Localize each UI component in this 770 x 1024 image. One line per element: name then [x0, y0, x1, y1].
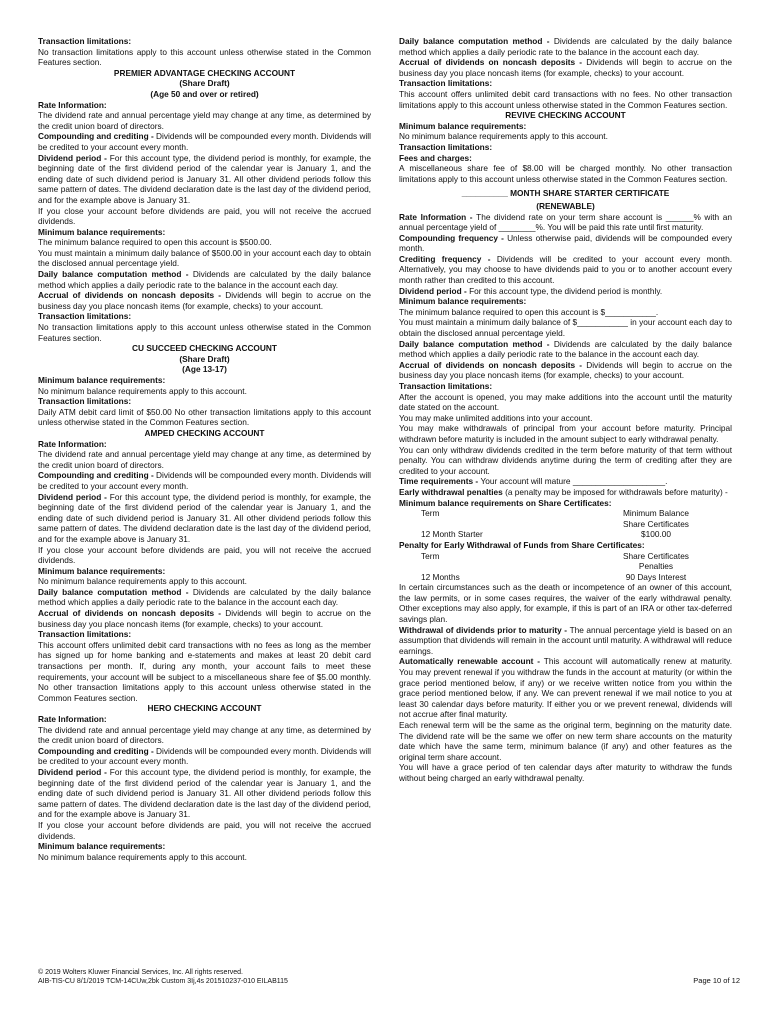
- paragraph: [399, 286, 732, 297]
- bold-label: Automatically renewable account -: [399, 656, 544, 667]
- paragraph: [38, 131, 371, 152]
- table-row: [399, 529, 732, 540]
- paragraph-text: If you close your account before dividends are paid, you will not receive the accrued dividends.: [38, 205, 371, 227]
- paragraph: [38, 714, 371, 725]
- paragraph-text: This account offers unlimited debit card transactions with no fees as long as the member has signed up for home banking and e-statements and makes at least 20 debit card transactions per month. If, during any month, your account fails to meet these requirements, your account will be subject to a miscellaneous share fee of $5.00 monthly. No other transaction limitations apply to this account unless otherwise stated in the Common Features section.: [38, 639, 371, 703]
- bold-label: Compounding and crediting -: [38, 131, 157, 142]
- section-heading: __________ MONTH SHARE STARTER CERTIFICATE: [461, 188, 670, 199]
- paragraph-text: Dividends are calculated by the daily balance method which applies a daily periodic rate to the balance in the account each day.: [38, 586, 371, 608]
- bold-label: Minimum balance requirements:: [38, 565, 166, 576]
- table-cell: Term: [421, 550, 440, 561]
- paragraph-text: Dividends are calculated by the daily balance method which applies a daily periodic rate to the balance in the account each day.: [399, 338, 732, 360]
- paragraph-text: Your account will mature ____________________.: [480, 476, 668, 487]
- paragraph: [399, 360, 732, 381]
- footer-copyright: [38, 968, 288, 986]
- section-heading: (Age 50 and over or retired): [150, 88, 259, 99]
- paragraph: [38, 767, 371, 820]
- section-heading: (Age 13-17): [182, 364, 227, 375]
- bold-label: Time requirements -: [399, 476, 481, 487]
- paragraph: [38, 153, 371, 206]
- paragraph: [38, 629, 371, 640]
- paragraph-text: Dividends will be compounded every month. Dividends will be credited to your account every month.: [38, 131, 371, 152]
- paragraph: [38, 100, 371, 111]
- paragraph-text: The dividend rate and annual percentage yield may change at any time, as determined by the credit union board of directors.: [38, 110, 371, 131]
- table-cell: Penalties: [638, 561, 674, 572]
- paragraph-text: Dividends will be credited to your account every month. Alternatively, you may choose to have dividends paid to you or to another account every month rather than credited to this account.: [399, 253, 732, 286]
- paragraph-text: If you close your account before dividends are paid, you will not receive the accrued dividends.: [38, 819, 371, 841]
- paragraph-text: For this account type, the dividend period is monthly, for example, the beginning date of the first dividend period of the calendar year is January 1, and the ending date of such dividend period is January 31. All other dividend periods follow this same pattern of dates. The dividend declaration date is the last day of the dividend period, and for the example above is January 31.: [38, 491, 371, 544]
- paragraph: [399, 131, 732, 142]
- bold-label: Compounding and crediting -: [38, 470, 157, 481]
- paragraph: [399, 121, 732, 132]
- paragraph: [38, 311, 371, 322]
- rate-table: [399, 508, 732, 540]
- bold-label: Withdrawal of dividends prior to maturity -: [399, 624, 570, 635]
- table-row: [399, 508, 732, 519]
- paragraph: [399, 413, 732, 424]
- paragraph-text: No minimum balance requirements apply to this account.: [38, 385, 247, 396]
- paragraph: [399, 296, 732, 307]
- paragraph: [38, 227, 371, 238]
- paragraph-text: Dividends will be compounded every month. Dividends will be credited to your account every month.: [38, 745, 371, 767]
- page-number: Page 10 of 12: [693, 976, 740, 985]
- paragraph: [399, 625, 732, 657]
- bold-label: Minimum balance requirements:: [38, 841, 166, 852]
- paragraph-text: Dividends will begin to accrue on the business day you place noncash items (for example, checks) to your account.: [399, 57, 732, 78]
- paragraph-text: If you close your account before dividends are paid, you will not receive the accrued dividends.: [38, 544, 371, 566]
- paragraph: [399, 656, 732, 720]
- bold-label: Accrual of dividends on noncash deposits -: [399, 57, 587, 68]
- paragraph: [399, 582, 732, 624]
- table-cell: Share Certificates: [623, 518, 689, 529]
- paragraph-text: (a penalty may be imposed for withdrawals before maturity) -: [505, 486, 728, 497]
- bold-label: Minimum balance requirements:: [399, 296, 527, 307]
- paragraph: [38, 206, 371, 227]
- paragraph: [38, 237, 371, 248]
- paragraph-text: No minimum balance requirements apply to this account.: [38, 851, 247, 862]
- paragraph: [38, 841, 371, 852]
- bold-label: Transaction limitations:: [38, 396, 132, 407]
- paragraph-text: The annual percentage yield is based on an assumption that dividends will remain in the account until maturity. A withdrawal will reduce earnings.: [399, 624, 732, 656]
- paragraph: [399, 153, 732, 164]
- paragraph: [399, 36, 732, 57]
- section-heading: (Share Draft): [179, 78, 230, 89]
- bold-label: Daily balance computation method -: [399, 338, 554, 349]
- table-cell: 90 Days Interest: [625, 571, 687, 582]
- bold-label: Accrual of dividends on noncash deposits -: [38, 290, 226, 301]
- bold-label: Fees and charges:: [399, 152, 472, 163]
- paragraph-text: Dividends will begin to accrue on the business day you place noncash items (for example, checks) to your account.: [38, 290, 371, 311]
- bold-label: Accrual of dividends on noncash deposits -: [399, 359, 587, 370]
- paragraph: [399, 476, 732, 487]
- table-cell: [399, 519, 581, 530]
- bold-label: Rate Information:: [38, 438, 107, 449]
- paragraph-text: Each renewal term will be the same as the original term, beginning on the maturity date. The dividend rate will be the same we offer on new term share accounts on the maturity date which have the same term, minimum balance (if any) and other features as the original term share account.: [399, 720, 732, 762]
- bold-label: Penalty for Early Withdrawal of Funds from Share Certificates:: [399, 539, 645, 550]
- paragraph-text: You can only withdraw dividends credited in the term before maturity of that term without penalty. You can withdraw dividends anytime during the term of crediting after they are credited to your account.: [399, 444, 732, 476]
- paragraph: [399, 445, 732, 477]
- paragraph: [399, 381, 732, 392]
- table-cell: 12 Months: [421, 571, 460, 582]
- paragraph-text: The minimum balance required to open this account is $500.00.: [38, 237, 272, 248]
- paragraph: [38, 608, 371, 629]
- left-column: [38, 36, 371, 862]
- bold-label: Dividend period -: [38, 491, 110, 502]
- table-row: [399, 572, 732, 583]
- paragraph: [38, 640, 371, 704]
- bold-label: Early withdrawal penalties: [399, 486, 506, 497]
- bold-label: Compounding frequency -: [399, 232, 508, 243]
- paragraph: [399, 89, 732, 110]
- paragraph: [38, 36, 371, 47]
- paragraph: [399, 78, 732, 89]
- paragraph: [399, 212, 732, 233]
- paragraph-text: No minimum balance requirements apply to this account.: [399, 131, 608, 142]
- paragraph-text: Daily ATM debit card limit of $50.00 No other transaction limitations apply to this account unless otherwise stated in the Common Features section.: [38, 406, 371, 428]
- paragraph: [399, 423, 732, 444]
- paragraph-text: No transaction limitations apply to this account unless otherwise stated in the Common Features section.: [38, 322, 371, 343]
- paragraph-text: You may make unlimited additions into your account.: [399, 412, 593, 423]
- paragraph: [38, 852, 371, 863]
- paragraph-text: The dividend rate on your term share account is ______% with an annual percentage yield of ________%. You will be paid this rate until first maturity.: [399, 211, 732, 233]
- table-row: [399, 551, 732, 562]
- paragraph: [38, 290, 371, 311]
- paragraph: [399, 762, 732, 783]
- paragraph-text: Dividends will begin to accrue on the business day you place noncash items (for example, checks) to your account.: [38, 608, 371, 629]
- bold-label: Rate Information -: [399, 211, 477, 222]
- paragraph: [38, 110, 371, 131]
- table-cell: 12 Month Starter: [421, 529, 483, 540]
- table-cell: Term: [421, 508, 440, 519]
- section-heading: REVIVE CHECKING ACCOUNT: [505, 110, 626, 121]
- bold-label: Rate Information:: [38, 714, 107, 724]
- table-row: [399, 561, 732, 572]
- section-heading: (Share Draft): [179, 353, 230, 364]
- paragraph: [38, 470, 371, 491]
- footer-line-2: AIB-TIS-CU 8/1/2019 TCM-14CUw,2bk Custom 3Ij,4s 201510237-010 EILAB115: [38, 978, 288, 985]
- paragraph: [38, 576, 371, 587]
- paragraph-text: You must maintain a minimum daily balance of $___________ in your account each day to obtain the disclosed annual percentage yield.: [399, 317, 732, 339]
- bold-label: Minimum balance requirements:: [38, 226, 166, 237]
- section-heading: CU SUCCEED CHECKING ACCOUNT: [132, 343, 277, 354]
- paragraph-text: Unless otherwise paid, dividends will be compounded every month.: [399, 232, 732, 254]
- paragraph-text: No minimum balance requirements apply to this account.: [38, 576, 247, 587]
- paragraph-text: The minimum balance required to open this account is $___________.: [399, 306, 659, 317]
- paragraph-text: After the account is opened, you may make additions into the account until the maturity date stated on the account.: [399, 391, 732, 413]
- rate-table: [399, 551, 732, 583]
- paragraph: [38, 545, 371, 566]
- bold-label: Minimum balance requirements:: [399, 120, 527, 131]
- bold-label: Dividend period -: [399, 285, 470, 296]
- bold-label: Transaction limitations:: [38, 36, 132, 46]
- paragraph: [38, 47, 371, 68]
- bold-label: Minimum balance requirements:: [38, 375, 166, 385]
- paragraph: [399, 233, 732, 254]
- paragraph-text: You may make withdrawals of principal from your account before maturity. Principal withdrawn before maturity is included in the amount subject to early withdrawal penalty.: [399, 423, 732, 444]
- paragraph-text: Dividends will begin to accrue on the business day you place noncash items (for example, checks) to your account.: [399, 359, 732, 381]
- paragraph-text: This account offers unlimited debit card transactions with no fees. No other transaction limitations apply to this account unless otherwise stated in the Common Features section.: [399, 88, 732, 110]
- paragraph-text: The dividend rate and annual percentage yield may change at any time, as determined by the credit union board of directors.: [38, 724, 371, 746]
- bold-label: Transaction limitations:: [399, 381, 493, 391]
- paragraph: [399, 163, 732, 184]
- section-heading: AMPED CHECKING ACCOUNT: [144, 427, 265, 438]
- paragraph: [38, 449, 371, 470]
- section-heading: HERO CHECKING ACCOUNT: [147, 703, 262, 714]
- bold-label: Transaction limitations:: [38, 311, 132, 322]
- paragraph-text: For this account type, the dividend period is monthly, for example, the beginning date of the first dividend period of the calendar year is January 1, and the ending date of such dividend period is January 31. All other dividend periods follow this same pattern of dates. The dividend declaration date is the last day of the dividend period, and for the example above is January 31.: [38, 766, 371, 820]
- paragraph-text: You will have a grace period of ten calendar days after maturity to withdraw the funds without being charged an early withdrawal penalty.: [399, 762, 732, 783]
- section-heading: PREMIER ADVANTAGE CHECKING ACCOUNT: [113, 67, 296, 78]
- paragraph-text: A miscellaneous share fee of $8.00 will be charged monthly. No other transaction limitations apply to this account unless otherwise stated in the Common Features section.: [399, 163, 732, 184]
- paragraph: [38, 725, 371, 746]
- paragraph: [38, 248, 371, 269]
- paragraph: [38, 375, 371, 386]
- table-row: [399, 519, 732, 530]
- paragraph-text: No transaction limitations apply to this account unless otherwise stated in the Common Features section.: [38, 46, 371, 68]
- paragraph: [38, 820, 371, 841]
- table-cell: [399, 561, 581, 572]
- footer-line-1: © 2019 Wolters Kluwer Financial Services, Inc. All rights reserved.: [38, 969, 243, 976]
- paragraph-text: Dividends are calculated by the daily balance method which applies a daily periodic rate to the balance in the account each day.: [38, 269, 371, 290]
- paragraph: [399, 57, 732, 78]
- paragraph: [38, 587, 371, 608]
- section-heading: (RENEWABLE): [536, 200, 595, 211]
- paragraph: [38, 746, 371, 767]
- bold-label: Minimum balance requirements on Share Certificates:: [399, 497, 612, 508]
- bold-label: Accrual of dividends on noncash deposits -: [38, 608, 226, 619]
- paragraph: [38, 566, 371, 577]
- bold-label: Transaction limitations:: [399, 141, 493, 152]
- paragraph: [399, 498, 732, 509]
- paragraph: [399, 392, 732, 413]
- bold-label: Dividend period -: [38, 152, 110, 163]
- paragraph: [38, 396, 371, 407]
- paragraph-text: In certain circumstances such as the death or incompetence of an owner of this account, the law permits, or in some cases requires, the waiver of the early withdrawal penalty. Other exceptions may also apply, for example, if this is part of an IRA or other tax-deferred savings plan.: [399, 582, 732, 625]
- bold-label: Daily balance computation method -: [38, 269, 193, 280]
- paragraph: [38, 439, 371, 450]
- paragraph-text: For this account type, the dividend period is monthly.: [469, 285, 663, 296]
- paragraph-text: Dividends are calculated by the daily balance method which applies a daily periodic rate to the balance in the account each day.: [399, 36, 732, 57]
- paragraph-text: You must maintain a minimum daily balance of $500.00 in your account each day to obtain the disclosed annual percentage yield.: [38, 247, 371, 269]
- bold-label: Daily balance computation method -: [38, 586, 193, 597]
- bold-label: Rate Information:: [38, 99, 107, 110]
- paragraph: [399, 720, 732, 762]
- paragraph: [38, 322, 371, 343]
- paragraph: [38, 269, 371, 290]
- bold-label: Dividend period -: [38, 766, 110, 777]
- right-column: [399, 36, 732, 784]
- paragraph: [399, 540, 732, 551]
- paragraph: [399, 307, 732, 318]
- bold-label: Crediting frequency -: [399, 253, 497, 264]
- paragraph: [399, 254, 732, 286]
- bold-label: Daily balance computation method -: [399, 36, 554, 46]
- paragraph-text: For this account type, the dividend period is monthly, for example, the beginning date of the first dividend period of the calendar year is January 1, and the ending date of such dividend period is January 31. All other dividend periods follow this same pattern of dates. The dividend declaration date is the last day of the dividend period, and for the example above is January 31.: [38, 152, 371, 205]
- paragraph-text: This account will automatically renew at maturity. You may prevent renewal if you withdraw the funds in the account at maturity (or within the grace period mentioned below, if any) or we receive written notice from you within the grace period mentioned below, if any. We can prevent renewal if we mail notice to you at least 30 calendar days before maturity. If either you or we prevent renewal, dividends will not accrue after final maturity.: [399, 656, 732, 720]
- bold-label: Transaction limitations:: [399, 78, 493, 89]
- paragraph: [399, 487, 732, 498]
- table-cell: Share Certificates: [623, 550, 689, 561]
- paragraph-text: The dividend rate and annual percentage yield may change at any time, as determined by the credit union board of directors.: [38, 449, 371, 470]
- paragraph: [399, 339, 732, 360]
- paragraph: [399, 317, 732, 338]
- paragraph-text: Dividends will be compounded every month. Dividends will be credited to your account every month.: [38, 470, 371, 491]
- bold-label: Transaction limitations:: [38, 629, 132, 640]
- paragraph: [38, 386, 371, 397]
- table-cell: Minimum Balance: [623, 508, 689, 519]
- bold-label: Compounding and crediting -: [38, 745, 157, 756]
- paragraph: [399, 142, 732, 153]
- table-cell: $100.00: [641, 529, 671, 540]
- paragraph: [38, 492, 371, 545]
- paragraph: [38, 407, 371, 428]
